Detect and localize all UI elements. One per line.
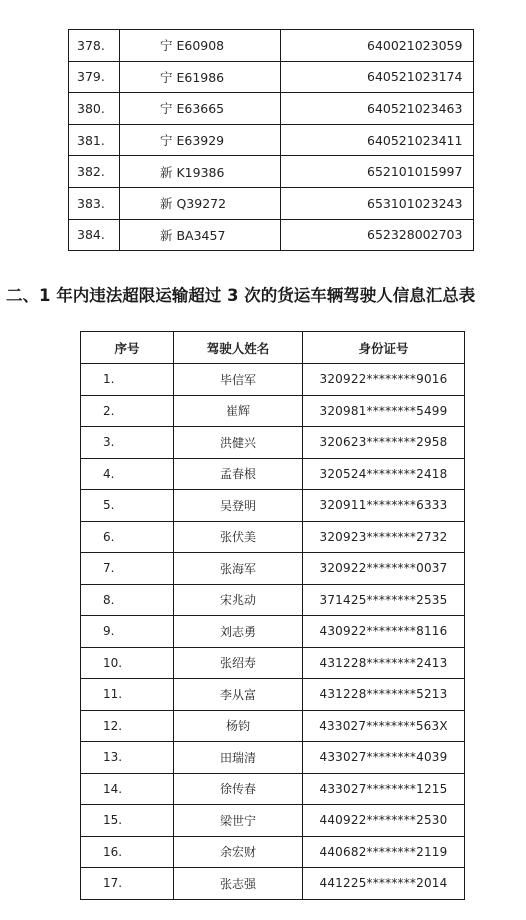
vehicle-info-table: [68, 29, 474, 251]
plate-number: 新 BA3457: [120, 219, 281, 251]
driver-name: 洪健兴: [174, 427, 303, 459]
table-row: [69, 219, 474, 251]
id-number: 320922********9016: [303, 364, 465, 396]
row-number: 3.: [81, 427, 174, 459]
row-number: 384.: [69, 219, 120, 251]
permit-number: 652101015997: [281, 156, 474, 188]
row-number: 379.: [69, 61, 120, 93]
permit-number: 640021023059: [281, 30, 474, 62]
table-row: [81, 616, 465, 648]
row-number: 380.: [69, 93, 120, 125]
driver-name: 梁世宁: [174, 805, 303, 837]
id-number: 441225********2014: [303, 868, 465, 900]
table-row: [81, 521, 465, 553]
id-number: 320981********5499: [303, 395, 465, 427]
driver-name: 刘志勇: [174, 616, 303, 648]
id-number: 430922********8116: [303, 616, 465, 648]
driver-name: 孟春根: [174, 458, 303, 490]
id-number: 431228********5213: [303, 679, 465, 711]
id-number: 320922********0037: [303, 553, 465, 585]
plate-number: 宁 E63929: [120, 124, 281, 156]
driver-name: 张绍寿: [174, 647, 303, 679]
row-number: 378.: [69, 30, 120, 62]
table-row: [81, 868, 465, 900]
id-number: 320923********2732: [303, 521, 465, 553]
plate-number: 新 K19386: [120, 156, 281, 188]
table-row: [81, 395, 465, 427]
driver-table-header: [81, 332, 465, 364]
row-number: 12.: [81, 710, 174, 742]
row-number: 7.: [81, 553, 174, 585]
row-number: 381.: [69, 124, 120, 156]
id-number: 433027********1215: [303, 773, 465, 805]
row-number: 13.: [81, 742, 174, 774]
row-number: 16.: [81, 836, 174, 868]
table-row: [81, 458, 465, 490]
driver-info-table: [80, 331, 465, 900]
driver-table-body: [81, 364, 465, 900]
header-row: [81, 332, 465, 364]
driver-name: 毕信军: [174, 364, 303, 396]
id-number: 433027********563X: [303, 710, 465, 742]
row-number: 5.: [81, 490, 174, 522]
table-row: [69, 187, 474, 219]
row-number: 10.: [81, 647, 174, 679]
table-row: [81, 679, 465, 711]
table-row: [81, 647, 465, 679]
driver-name: 张志强: [174, 868, 303, 900]
driver-name: 张海军: [174, 553, 303, 585]
driver-name: 余宏财: [174, 836, 303, 868]
header-serial: 序号: [81, 332, 174, 364]
row-number: 1.: [81, 364, 174, 396]
row-number: 9.: [81, 616, 174, 648]
id-number: 320911********6333: [303, 490, 465, 522]
row-number: 6.: [81, 521, 174, 553]
table-row: [69, 124, 474, 156]
driver-name: 徐传春: [174, 773, 303, 805]
row-number: 11.: [81, 679, 174, 711]
table-row: [69, 93, 474, 125]
table-row: [81, 773, 465, 805]
id-number: 320623********2958: [303, 427, 465, 459]
plate-number: 宁 E60908: [120, 30, 281, 62]
row-number: 382.: [69, 156, 120, 188]
vehicle-table-body: [69, 30, 474, 251]
table-row: [81, 427, 465, 459]
row-number: 17.: [81, 868, 174, 900]
id-number: 440682********2119: [303, 836, 465, 868]
permit-number: 640521023174: [281, 61, 474, 93]
driver-name: 杨钧: [174, 710, 303, 742]
row-number: 14.: [81, 773, 174, 805]
table-row: [81, 836, 465, 868]
table-row: [69, 61, 474, 93]
table-row: [81, 553, 465, 585]
permit-number: 640521023411: [281, 124, 474, 156]
id-number: 371425********2535: [303, 584, 465, 616]
id-number: 431228********2413: [303, 647, 465, 679]
table-row: [69, 30, 474, 62]
row-number: 383.: [69, 187, 120, 219]
driver-name: 张伏美: [174, 521, 303, 553]
driver-name: 李从富: [174, 679, 303, 711]
driver-name: 崔辉: [174, 395, 303, 427]
header-driver-name: 驾驶人姓名: [174, 332, 303, 364]
row-number: 15.: [81, 805, 174, 837]
permit-number: 653101023243: [281, 187, 474, 219]
plate-number: 新 Q39272: [120, 187, 281, 219]
section-heading: 二、1 年内违法超限运输超过 3 次的货运车辆驾驶人信息汇总表: [6, 286, 476, 305]
table-row: [81, 490, 465, 522]
plate-number: 宁 E61986: [120, 61, 281, 93]
driver-name: 宋兆动: [174, 584, 303, 616]
row-number: 4.: [81, 458, 174, 490]
header-id-number: 身份证号: [303, 332, 465, 364]
id-number: 440922********2530: [303, 805, 465, 837]
plate-number: 宁 E63665: [120, 93, 281, 125]
table-row: [81, 742, 465, 774]
table-row: [81, 805, 465, 837]
table-row: [81, 584, 465, 616]
permit-number: 652328002703: [281, 219, 474, 251]
row-number: 2.: [81, 395, 174, 427]
table-row: [81, 710, 465, 742]
row-number: 8.: [81, 584, 174, 616]
permit-number: 640521023463: [281, 93, 474, 125]
table-row: [69, 156, 474, 188]
driver-name: 吴登明: [174, 490, 303, 522]
table-row: [81, 364, 465, 396]
id-number: 433027********4039: [303, 742, 465, 774]
id-number: 320524********2418: [303, 458, 465, 490]
driver-name: 田瑞清: [174, 742, 303, 774]
